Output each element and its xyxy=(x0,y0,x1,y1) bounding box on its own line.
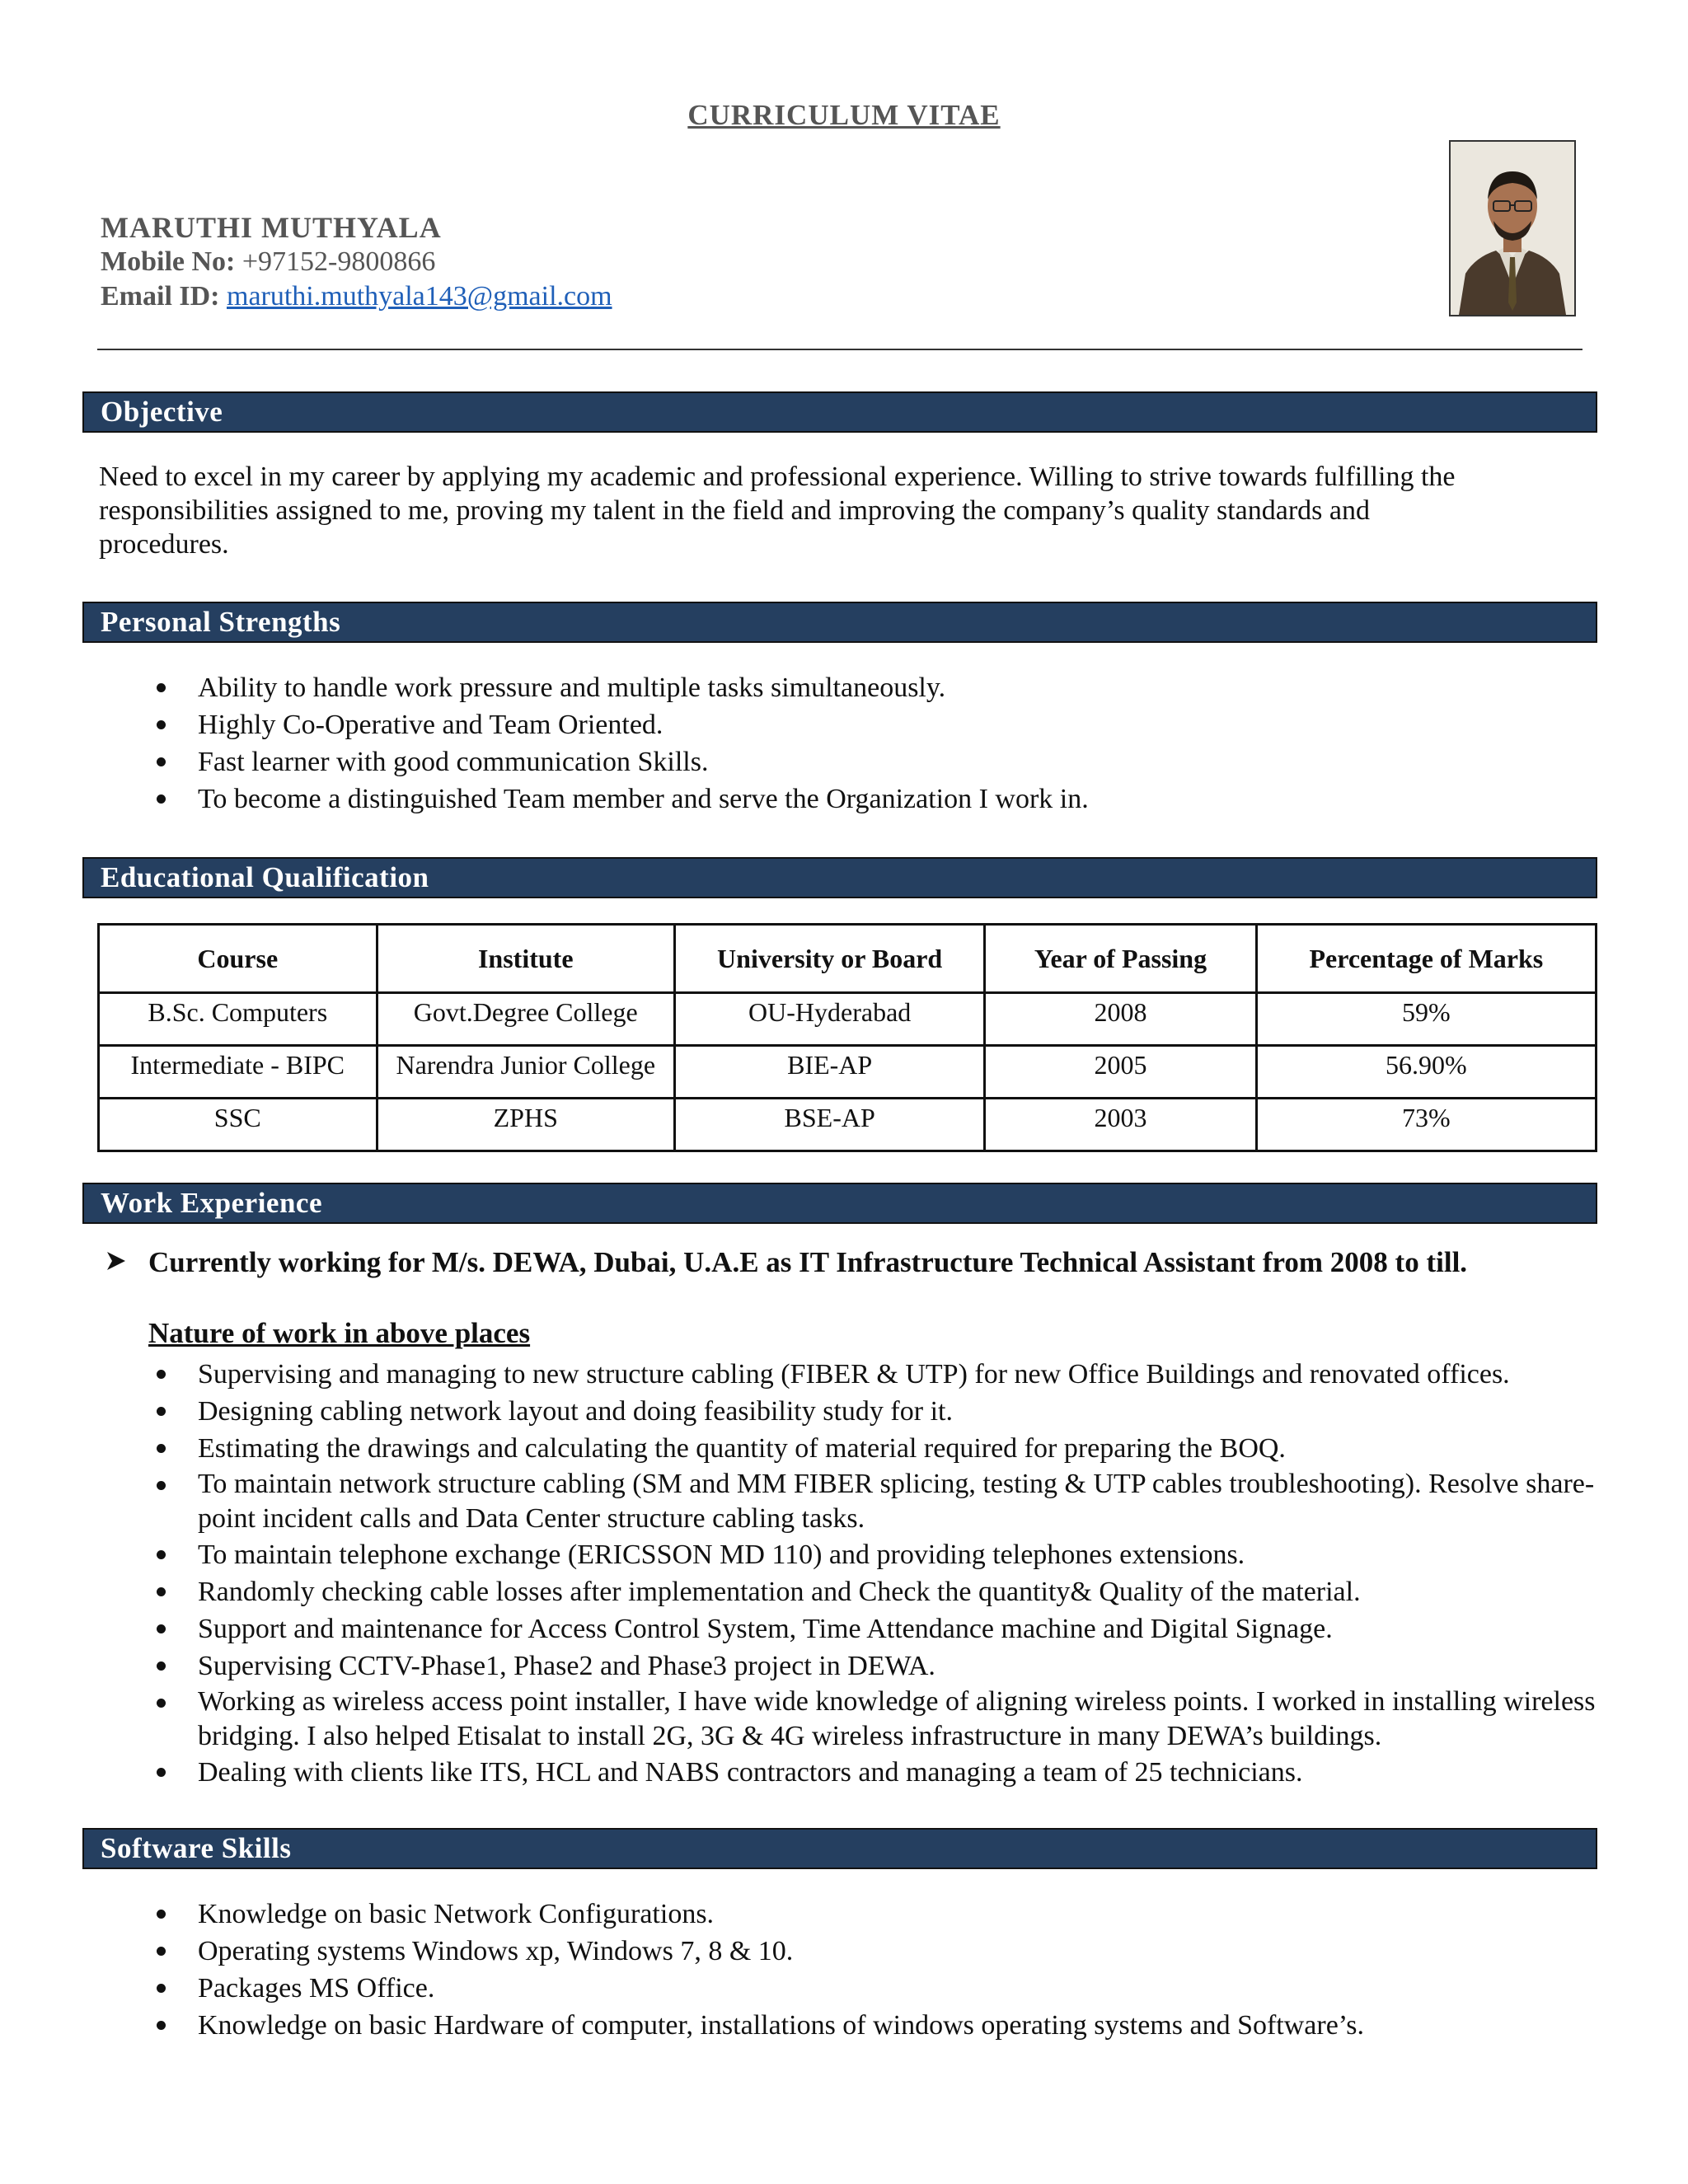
list-item: Operating systems Windows xp, Windows 7, 8 & 10. xyxy=(0,1933,1640,1970)
table-row xyxy=(99,993,1597,1046)
table-cell: 73% xyxy=(1256,1099,1596,1151)
profile-photo xyxy=(1449,140,1576,316)
list-item: Packages MS Office. xyxy=(0,1970,1640,2007)
work-duties-list xyxy=(0,1356,1640,1791)
table-row xyxy=(99,1046,1597,1099)
strengths-list xyxy=(0,669,1640,818)
table-cell: Intermediate - BIPC xyxy=(99,1046,377,1099)
section-personal-strengths: Personal Strengths xyxy=(82,602,1597,643)
mobile-value: +97152-9800866 xyxy=(241,246,436,277)
header-divider xyxy=(97,349,1582,350)
table-cell: 59% xyxy=(1256,993,1596,1046)
table-cell: 56.90% xyxy=(1256,1046,1596,1099)
table-cell: ZPHS xyxy=(377,1099,674,1151)
list-item: Highly Co-Operative and Team Oriented. xyxy=(0,706,1640,743)
table-cell: BSE-AP xyxy=(674,1099,984,1151)
list-item: Support and maintenance for Access Control System, Time Attendance machine and Digital Signage. xyxy=(0,1610,1640,1647)
section-software-skills: Software Skills xyxy=(82,1828,1597,1869)
list-item: To maintain telephone exchange (ERICSSON MD 110) and providing telephones extensions. xyxy=(0,1536,1640,1573)
email-link[interactable]: maruthi.muthyala143@gmail.com xyxy=(227,281,612,312)
mobile-line xyxy=(101,245,612,279)
table-cell: B.Sc. Computers xyxy=(99,993,377,1046)
nature-of-work-heading: Nature of work in above places xyxy=(148,1317,531,1349)
column-header: Institute xyxy=(377,925,674,993)
list-item: Estimating the drawings and calculating the quantity of material required for preparing the BOQ. xyxy=(0,1430,1640,1467)
table-cell: OU-Hyderabad xyxy=(674,993,984,1046)
list-item: To maintain network structure cabling (SM and MM FIBER splicing, testing & UTP cables troubleshooting). Resolve share-point incident calls and Data Center structure cabling tasks. xyxy=(0,1467,1640,1536)
document-title: CURRICULUM VITAE xyxy=(687,99,1001,131)
objective-line-2: responsibilities assigned to me, proving my talent in the field and improving the company’s quality standards and xyxy=(99,495,1371,526)
list-item: Fast learner with good communication Skills. xyxy=(0,743,1640,780)
objective-line-1: Need to excel in my career by applying my academic and professional experience. Willing to strive towards fulfilling the xyxy=(99,462,1456,492)
profile-photo-image xyxy=(1451,142,1574,315)
table-header-row xyxy=(99,925,1597,993)
email-line xyxy=(101,279,612,314)
education-table xyxy=(97,923,1597,1152)
table-cell: Govt.Degree College xyxy=(377,993,674,1046)
list-item: Supervising and managing to new structure cabling (FIBER & UTP) for new Office Buildings and renovated offices. xyxy=(0,1356,1640,1393)
list-item: Knowledge on basic Network Configurations. xyxy=(0,1896,1640,1933)
objective-line-3: procedures. xyxy=(99,529,229,560)
list-item: Working as wireless access point installer, I have wide knowledge of aligning wireless points. I worked in installing wireless bridging. I also helped Etisalat to install 2G, 3G & 4G wireless infrastructure in many DEWA’s buildings. xyxy=(0,1685,1640,1754)
column-header: University or Board xyxy=(674,925,984,993)
list-item: To become a distinguished Team member and serve the Organization I work in. xyxy=(0,780,1640,818)
mobile-label: Mobile No: xyxy=(101,246,236,277)
column-header: Course xyxy=(99,925,377,993)
candidate-name: MARUTHI MUTHYALA xyxy=(101,211,442,244)
objective-text xyxy=(99,460,1566,561)
column-header: Percentage of Marks xyxy=(1256,925,1596,993)
table-cell: Narendra Junior College xyxy=(377,1046,674,1099)
table-row xyxy=(99,1099,1597,1151)
section-work-experience: Work Experience xyxy=(82,1183,1597,1224)
list-item: Ability to handle work pressure and multiple tasks simultaneously. xyxy=(0,669,1640,706)
email-label: Email ID: xyxy=(101,281,220,312)
list-item: Knowledge on basic Hardware of computer, installations of windows operating systems and Software’s. xyxy=(0,2007,1640,2044)
software-skills-list xyxy=(0,1896,1640,2044)
table-cell: SSC xyxy=(99,1099,377,1151)
table-cell: 2008 xyxy=(985,993,1256,1046)
list-item: Designing cabling network layout and doing feasibility study for it. xyxy=(0,1393,1640,1430)
list-item: Dealing with clients like ITS, HCL and NABS contractors and managing a team of 25 technicians. xyxy=(0,1754,1640,1791)
current-position-text: Currently working for M/s. DEWA, Dubai, U.A.E as IT Infrastructure Technical Assistant from 2008 to till. xyxy=(148,1246,1468,1278)
table-cell: 2005 xyxy=(985,1046,1256,1099)
current-position xyxy=(106,1246,1589,1279)
column-header: Year of Passing xyxy=(985,925,1256,993)
list-item: Supervising CCTV-Phase1, Phase2 and Phase3 project in DEWA. xyxy=(0,1647,1640,1685)
table-cell: 2003 xyxy=(985,1099,1256,1151)
contact-block xyxy=(101,210,612,314)
table-cell: BIE-AP xyxy=(674,1046,984,1099)
section-educational-qualification: Educational Qualification xyxy=(82,857,1597,898)
section-objective: Objective xyxy=(82,391,1597,433)
list-item: Randomly checking cable losses after implementation and Check the quantity& Quality of the material. xyxy=(0,1573,1640,1610)
arrow-bullet-icon xyxy=(106,1246,148,1279)
